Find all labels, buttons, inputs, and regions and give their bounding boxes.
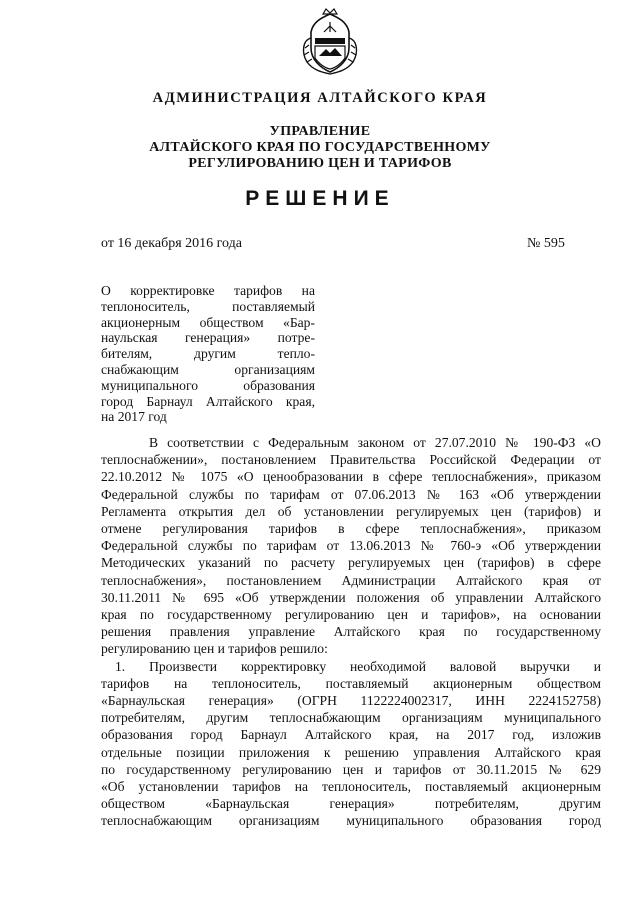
body-line: тарифов на теплоноситель, поставляемый акционерным обществом xyxy=(101,675,601,691)
body-line: потребителям, другим теплоснабжающим организациям муниципального xyxy=(101,710,601,726)
body-line: Методических указаний по расчету регулируемых цен (тарифов) в сфере xyxy=(101,555,601,571)
body-line: отмене регулирования тарифов в сфере теплоснабжения», приказом xyxy=(101,521,601,537)
body-line: решения правления управление Алтайского края по государственному xyxy=(101,624,601,640)
subject-line: акционерным обществом «Бар- xyxy=(101,314,315,330)
document-date: от 16 декабря 2016 года xyxy=(101,236,242,251)
body-line: теплоснабжающим организациям муниципального образования город xyxy=(101,813,601,829)
subject-line: снабжающим организациям xyxy=(101,361,315,377)
body-line: образования город Барнаул Алтайского края, на 2017 год, изложив xyxy=(101,727,601,743)
department-line: УПРАВЛЕНИЕ xyxy=(269,124,371,139)
document-number: № 595 xyxy=(527,236,565,251)
subject-line: город Барнаул Алтайского края, xyxy=(101,393,315,409)
body-line: регулированию цен и тарифов решило: xyxy=(101,641,328,657)
subject-line: на 2017 год xyxy=(101,409,167,425)
body-line: 1. Произвести корректировку необходимой валовой выручки и xyxy=(115,658,601,674)
body-line: края по государственному регулированию цен и тарифов», на основании xyxy=(101,607,601,623)
body-line: Федеральной службы по тарифам от 13.06.2013 № 760-э «Об утверждении xyxy=(101,538,601,554)
administration-heading: АДМИНИСТРАЦИЯ АЛТАЙСКОГО КРАЯ xyxy=(152,90,488,106)
coat-of-arms-emblem xyxy=(299,8,361,76)
body-line: 30.11.2011 № 695 «Об утверждении положения об управлении Алтайского xyxy=(101,589,601,605)
body-line: обществом «Барнаульская генерация» потребителям, другим xyxy=(101,796,601,812)
body-line: по государственному регулированию цен и тарифов от 30.11.2015 № 629 xyxy=(101,761,601,777)
body-line: теплоснабжения», постановлением Администрации Алтайского края от xyxy=(101,572,601,588)
department-line: РЕГУЛИРОВАНИЮ ЦЕН И ТАРИФОВ xyxy=(188,156,452,171)
body-line: «Барнаульская генерация» (ОГРН 1122224002317, ИНН 2224152758) xyxy=(101,693,601,709)
document-body xyxy=(101,434,601,830)
department-heading xyxy=(0,124,640,172)
body-line: теплоснабжении», постановлением Правительства Российской Федерации от xyxy=(101,452,601,468)
subject-line: теплоноситель, поставляемый xyxy=(101,298,315,314)
body-line: 22.10.2012 № 1075 «О ценообразовании в сфере теплоснабжения», приказом xyxy=(101,469,601,485)
document-subject xyxy=(101,283,315,425)
department-line: АЛТАЙСКОГО КРАЯ ПО ГОСУДАРСТВЕННОМУ xyxy=(149,140,491,155)
body-line: В соответствии с Федеральным законом от 27.07.2010 № 190-ФЗ «О xyxy=(149,435,601,450)
body-line: «Об установлении тарифов на теплоноситель, поставляемый акционерным xyxy=(101,779,601,795)
decision-title: РЕШЕНИЕ xyxy=(245,187,395,210)
body-line: Федеральной службы по тарифам от 07.06.2013 № 163 «Об утверждении xyxy=(101,486,601,502)
subject-line: О корректировке тарифов на xyxy=(101,283,315,298)
subject-line: муниципального образования xyxy=(101,377,315,393)
body-line: отдельные позиции приложения к решению управления Алтайского края xyxy=(101,744,601,760)
body-line: Регламента открытия дел об установлении регулируемых цен (тарифов) и xyxy=(101,503,601,519)
subject-line: бителям, другим тепло- xyxy=(101,346,315,362)
subject-line: наульская генерация» потре- xyxy=(101,330,315,346)
